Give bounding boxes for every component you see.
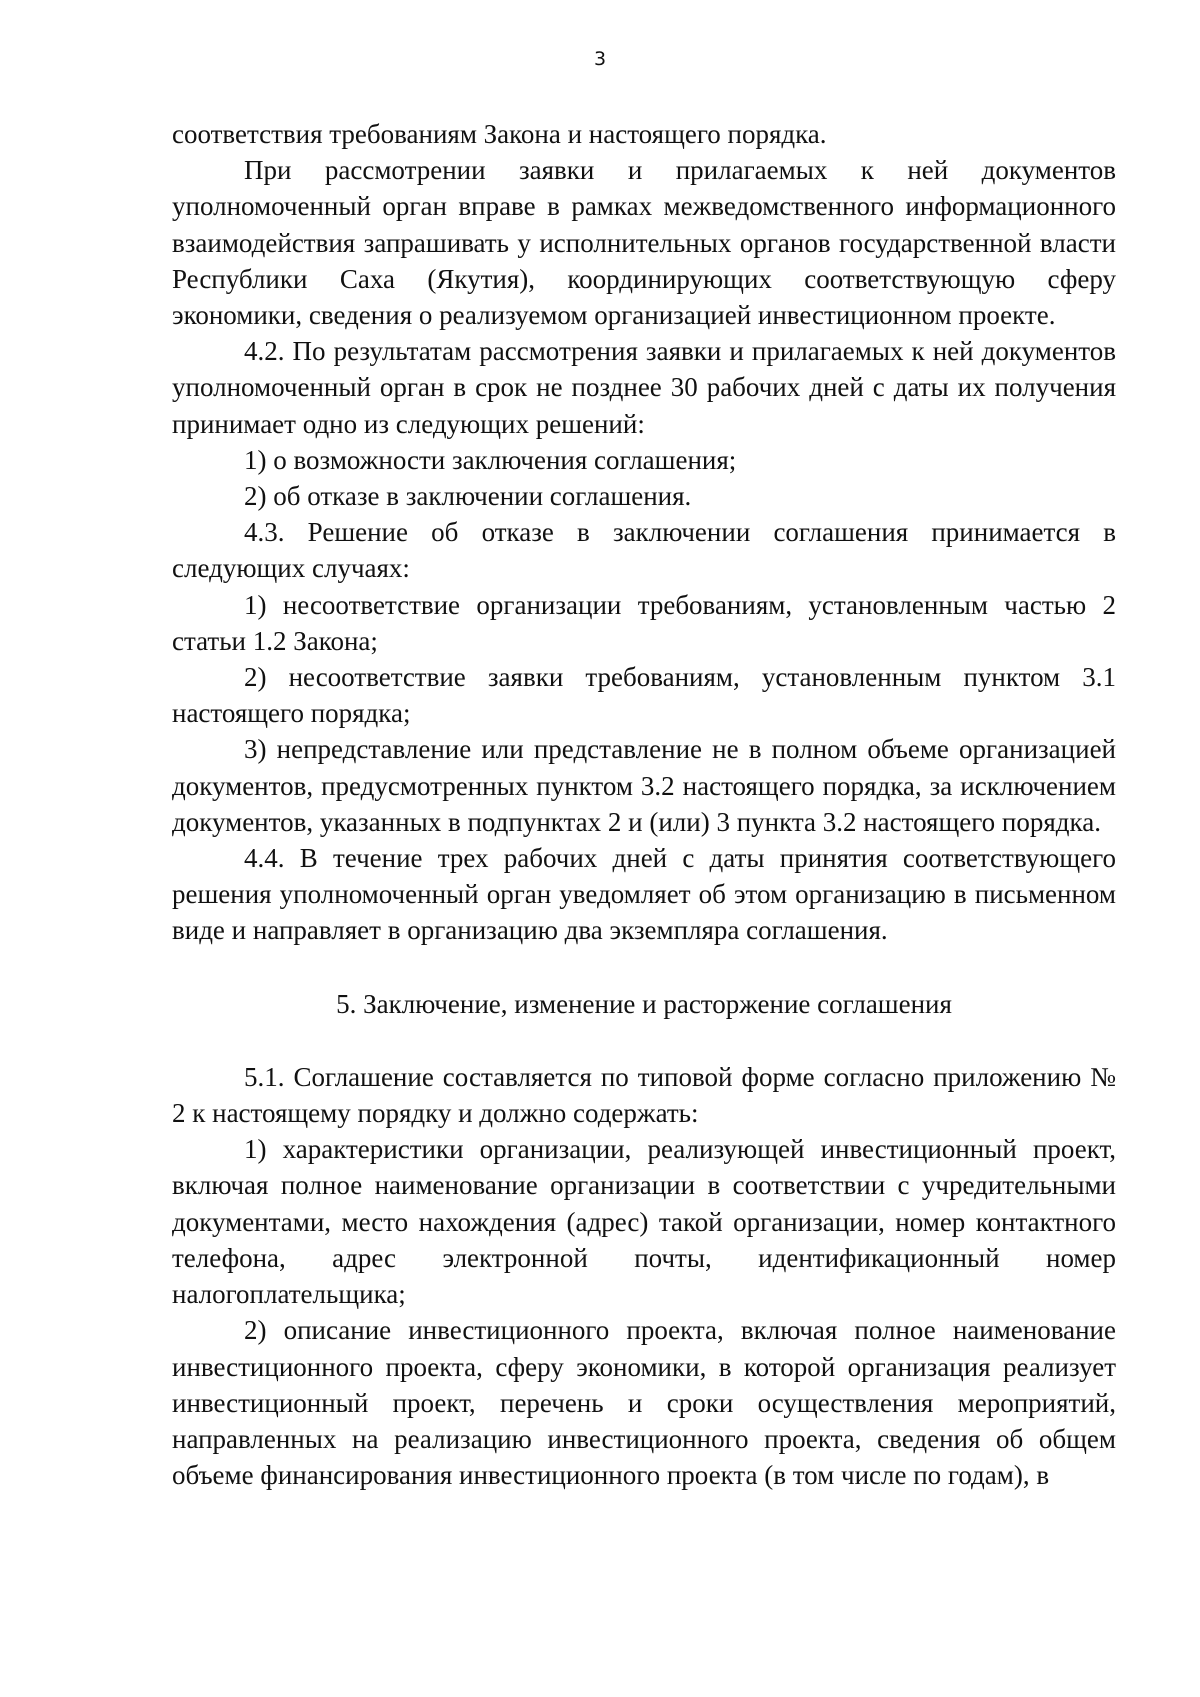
list-item-refusal-2: 2) несоответствие заявки требованиям, установленным пунктом 3.1 настоящего порядка; [172,662,1116,729]
paragraph-4-4: 4.4. В течение трех рабочих дней с даты принятия соответствующего решения уполномоченный орган уведомляет об этом организацию в письменном виде и направляет в организацию два экземпляра соглашения. [172,843,1116,946]
list-item-refusal-1: 1) несоответствие организации требованиям, установленным частью 2 статьи 1.2 Закона; [172,589,1116,656]
list-item-decision-1: 1) о возможности заключения соглашения; [244,444,737,475]
page-number: 3 [593,48,607,70]
list-item-refusal-3: 3) непредставление или представление не в полном объеме организацией документов, предусмотренных пунктом 3.2 настоящего порядка, за исключением документов, указанных в подпунктах 2 и (или) 3 пункта 3.2 настоящего порядка. [172,734,1116,837]
paragraph-interagency-request: При рассмотрении заявки и прилагаемых к ней документов уполномоченный орган вправе в рамках межведомственного информационного взаимодействия запрашивать у исполнительных органов государственной власти Республики Саха (Якутия), координирующих соответствующую сферу экономики, сведения о реализуемом организацией инвестиционном проекте. [172,155,1116,331]
list-item-decision-2: 2) об отказе в заключении соглашения. [244,481,692,512]
paragraph-5-1: 5.1. Соглашение составляется по типовой форме согласно приложению № 2 к настоящему порядку и должно содержать: [172,1061,1116,1129]
section-5-heading: 5. Заключение, изменение и расторжение соглашения [336,988,952,1019]
list-item-agreement-2: 2) описание инвестиционного проекта, включая полное наименование инвестиционного проекта, сферу экономики, в которой организация реализует инвестиционный проект, перечень и сроки осуществления мероприятий, направленных на реализацию инвестиционного проекта, сведения об общем объеме финансирования инвестиционного проекта (в том числе по годам), в [172,1315,1116,1491]
document-body [172,116,1116,1493]
paragraph-4-2: 4.2. По результатам рассмотрения заявки и прилагаемых к ней документов уполномоченный орган в срок не позднее 30 рабочих дней с даты их получения принимает одно из следующих решений: [172,336,1116,439]
paragraph-4-3: 4.3. Решение об отказе в заключении соглашения принимается в следующих случаях: [172,517,1116,584]
list-item-agreement-1: 1) характеристики организации, реализующей инвестиционный проект, включая полное наименование организации в соответствии с учредительными документами, место нахождения (адрес) такой организации, номер контактного телефона, адрес электронной почты, идентификационный номер налогоплательщика; [172,1134,1116,1310]
paragraph-continuation: соответствия требованиям Закона и настоящего порядка. [172,119,827,149]
